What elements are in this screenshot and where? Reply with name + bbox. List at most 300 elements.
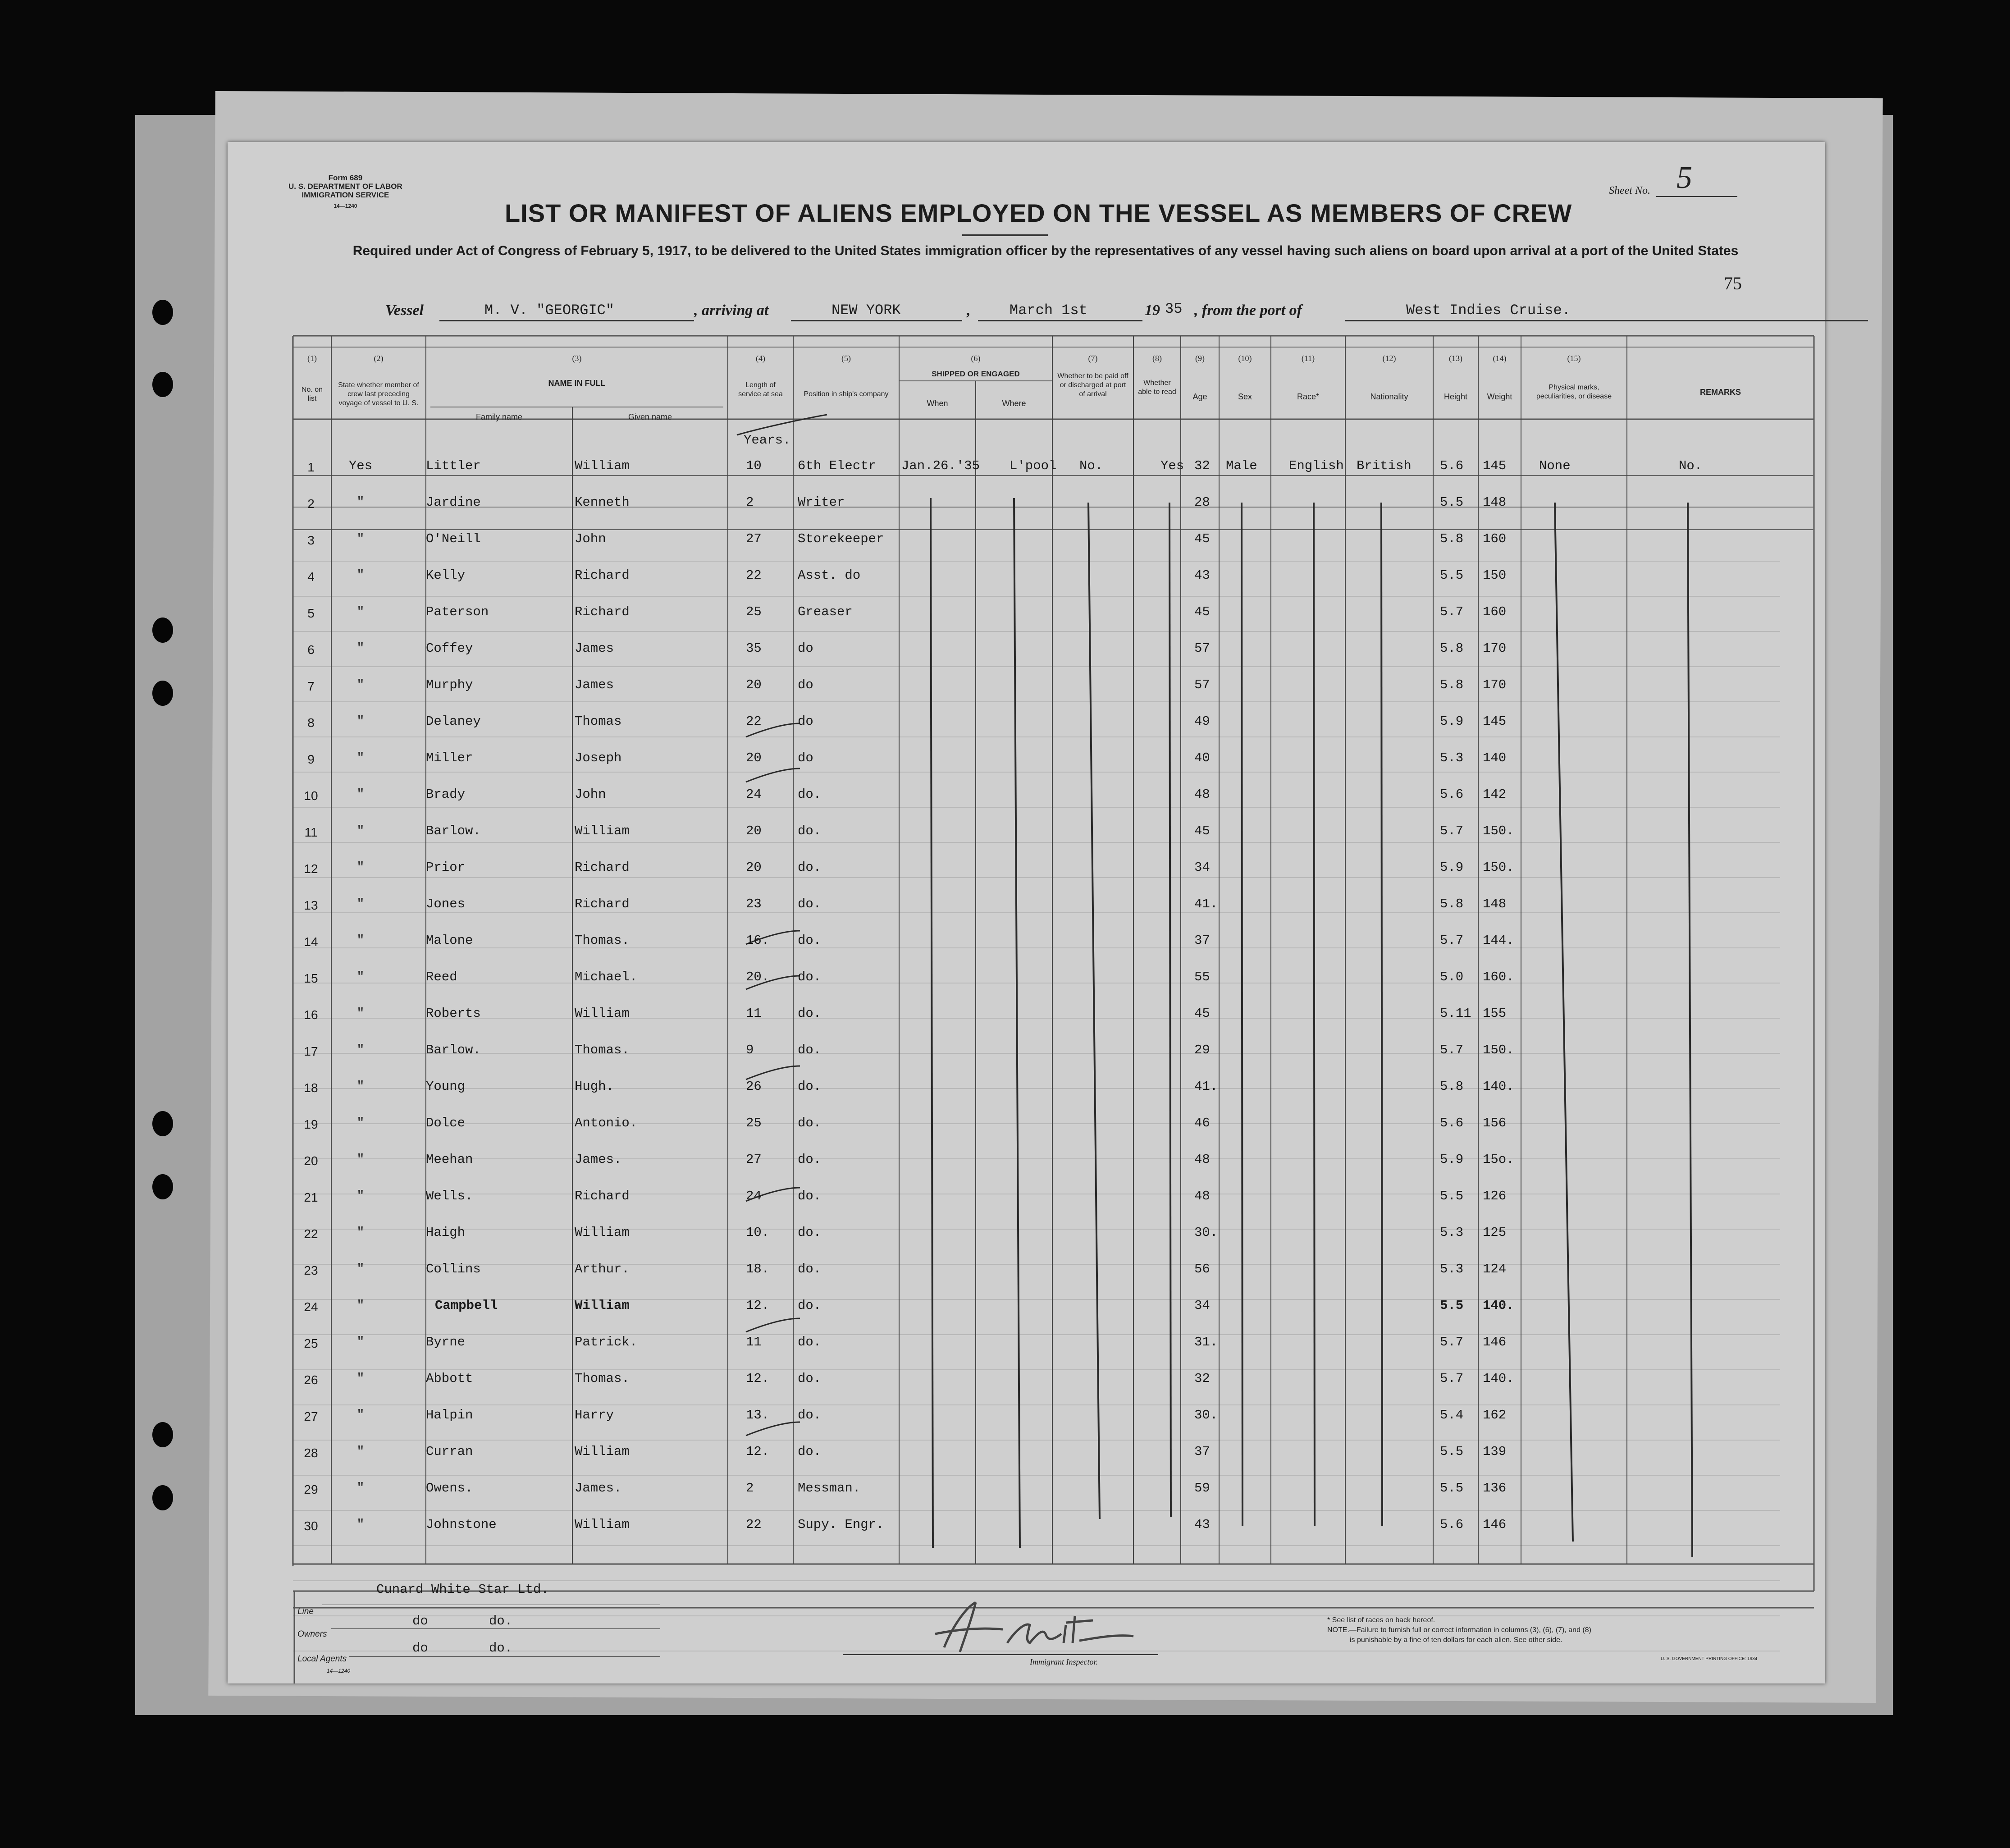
cell-sex: Male	[1226, 458, 1257, 473]
cell-prev: "	[356, 568, 365, 583]
cell-prev: "	[356, 1116, 365, 1130]
cell-family: Dolce	[426, 1116, 466, 1130]
cell-family: Johnstone	[426, 1517, 497, 1532]
col13-label: Height	[1444, 392, 1468, 401]
cell-position: Writer	[798, 495, 845, 510]
from-underline	[1345, 320, 1868, 321]
cell-height: 5.6	[1440, 1116, 1464, 1130]
col3-label: NAME IN FULL	[548, 379, 606, 388]
row-number: 20	[304, 1154, 318, 1168]
years-label: Years.	[744, 433, 791, 448]
cell-prev: "	[356, 787, 365, 802]
cell-family: Miller	[426, 750, 473, 765]
cell-service: 35	[746, 641, 762, 656]
cell-given: Richard	[575, 604, 630, 619]
signature-text: H Smith	[998, 1656, 1000, 1657]
row-number: 11	[304, 825, 318, 839]
cell-height: 5.9	[1440, 860, 1464, 875]
cell-position: do.	[798, 1043, 822, 1057]
cell-age: 40	[1194, 750, 1210, 765]
cell-position: Asst. do	[798, 568, 861, 583]
cell-position: 6th Electr	[798, 458, 877, 473]
cell-prev: "	[356, 1371, 365, 1386]
cell-prev: "	[356, 1152, 365, 1167]
fine-note-cont: is punishable by a fine of ten dollars for each alien. See other side.	[1350, 1636, 1562, 1644]
cell-height: 5.7	[1440, 933, 1464, 948]
cell-family: Littler	[426, 458, 481, 473]
cell-position: do.	[798, 860, 822, 875]
cell-given: John	[575, 787, 606, 802]
cell-family: Delaney	[426, 714, 481, 729]
cell-height: 5.0	[1440, 970, 1464, 984]
cell-age: 37	[1194, 933, 1210, 948]
cell-height: 5.5	[1440, 568, 1464, 583]
row-number: 17	[304, 1044, 318, 1058]
cell-prev: "	[356, 677, 365, 692]
cell-family: Curran	[426, 1444, 473, 1459]
cell-age: 55	[1194, 970, 1210, 984]
binder-hole	[152, 1422, 173, 1447]
cell-age: 37	[1194, 1444, 1210, 1459]
cell-service: 12.	[746, 1298, 770, 1313]
arriving-label: , arriving at	[694, 302, 769, 319]
cell-position: do.	[798, 1189, 822, 1203]
sheet-number-label: Sheet No.	[1609, 185, 1650, 197]
cell-age: 59	[1194, 1481, 1210, 1496]
cell-given: Richard	[575, 1189, 630, 1203]
cell-service: 2	[746, 1481, 754, 1496]
cell-family: Jones	[426, 897, 466, 911]
document-title: LIST OR MANIFEST OF ALIENS EMPLOYED ON THE VESSEL AS MEMBERS OF CREW	[505, 199, 1572, 227]
cell-height: 5.3	[1440, 1262, 1464, 1276]
service-name: IMMIGRATION SERVICE	[302, 191, 389, 199]
row-number: 15	[304, 971, 318, 985]
cell-service: 22	[746, 714, 762, 729]
cell-prev: "	[356, 897, 365, 911]
title-rule	[962, 234, 1048, 236]
cell-family: Abbott	[426, 1371, 473, 1386]
cell-height: 5.6	[1440, 1517, 1464, 1532]
cell-weight: 160	[1483, 604, 1507, 619]
col5-label: Position in ship's company	[804, 390, 889, 398]
cell-given: Arthur.	[575, 1262, 630, 1276]
cell-service: 16.	[746, 933, 770, 948]
cell-age: 45	[1194, 823, 1210, 838]
cell-position: Greaser	[798, 604, 853, 619]
cell-position: do.	[798, 897, 822, 911]
row-number: 1	[307, 460, 315, 474]
cell-prev: "	[356, 860, 365, 875]
cell-prev: "	[356, 1408, 365, 1423]
cell-prev: "	[356, 1006, 365, 1021]
cell-family: Reed	[426, 970, 457, 984]
cell-weight: 150.	[1483, 860, 1514, 875]
col4-number: (4)	[756, 354, 765, 363]
cell-position: do.	[798, 787, 822, 802]
col2-label: State whether member of crew last preceding voyage of vessel to U. S.	[338, 381, 419, 407]
owners-value-2: do.	[489, 1614, 513, 1628]
col4-label: Length of service at sea	[738, 381, 783, 398]
cell-height: 5.3	[1440, 1225, 1464, 1240]
cell-height: 5.7	[1440, 604, 1464, 619]
row-number: 8	[307, 716, 315, 730]
row-number: 6	[307, 643, 315, 657]
cell-weight: 146	[1483, 1517, 1507, 1532]
line-label: Line	[297, 1607, 314, 1616]
fine-note: NOTE.—Failure to furnish full or correct information in columns (3), (6), (7), and (8)	[1327, 1626, 1591, 1634]
cell-age: 41.	[1194, 1079, 1218, 1094]
cell-height: 5.8	[1440, 897, 1464, 911]
row-number: 12	[304, 862, 318, 876]
inspector-label: Immigrant Inspector.	[1030, 1657, 1098, 1666]
col7-label: Whether to be paid off or discharged at port of arrival	[1057, 372, 1128, 398]
cell-service: 13.	[746, 1408, 770, 1423]
binder-hole	[152, 681, 173, 706]
cell-service: 24	[746, 1189, 762, 1203]
cell-height: 5.7	[1440, 1335, 1464, 1349]
cell-age: 45	[1194, 531, 1210, 546]
cell-height: 5.9	[1440, 714, 1464, 729]
cell-prev: "	[356, 714, 365, 729]
cell-given: Patrick.	[575, 1335, 638, 1349]
col6-where-label: Where	[1002, 399, 1026, 408]
cell-position: do	[798, 677, 813, 692]
cell-height: 5.8	[1440, 1079, 1464, 1094]
cell-family: Byrne	[426, 1335, 466, 1349]
cell-position: Messman.	[798, 1481, 861, 1496]
col14-number: (14)	[1493, 354, 1507, 363]
col2-number: (2)	[374, 354, 384, 363]
cell-family: Barlow.	[426, 823, 481, 838]
from-port: West Indies Cruise.	[1406, 302, 1571, 319]
col1-number: (1)	[307, 354, 317, 363]
row-number: 28	[304, 1446, 318, 1460]
cell-service: 11	[746, 1335, 762, 1349]
cell-weight: 160.	[1483, 970, 1514, 984]
cell-height: 5.6	[1440, 458, 1464, 473]
owners-label: Owners	[297, 1629, 327, 1639]
cell-age: 34	[1194, 860, 1210, 875]
cell-service: 25	[746, 1116, 762, 1130]
cell-service: 23	[746, 897, 762, 911]
cell-given: Thomas	[575, 714, 622, 729]
cell-position: do.	[798, 823, 822, 838]
cell-weight: 145	[1483, 714, 1507, 729]
cell-paid: No.	[1079, 458, 1103, 473]
cell-height: 5.3	[1440, 750, 1464, 765]
date-separator: ,	[967, 302, 971, 319]
cell-position: do.	[798, 1225, 822, 1240]
binder-hole	[152, 1111, 173, 1136]
col3-family-label: Family name	[475, 412, 523, 421]
cell-nationality: British	[1357, 458, 1412, 473]
cell-position: Supy. Engr.	[798, 1517, 884, 1532]
row-number: 30	[304, 1519, 318, 1533]
row-number: 19	[304, 1117, 318, 1131]
cell-weight: 156	[1483, 1116, 1507, 1130]
col14-label: Weight	[1487, 392, 1512, 401]
cell-weight: 142	[1483, 787, 1507, 802]
cell-height: 5.8	[1440, 677, 1464, 692]
cell-family: Young	[426, 1079, 466, 1094]
cell-prev: "	[356, 933, 365, 948]
cell-prev: "	[356, 604, 365, 619]
col8-label: Whether able to read	[1138, 379, 1176, 396]
cell-position: do	[798, 750, 813, 765]
cell-service: 9	[746, 1043, 754, 1057]
agents-label: Local Agents	[297, 1654, 347, 1664]
cell-family: Coffey	[426, 641, 473, 656]
owners-underline	[331, 1628, 660, 1629]
cell-given: Richard	[575, 860, 630, 875]
cell-age: 30.	[1194, 1225, 1218, 1240]
col3-given-label: Given name	[628, 412, 672, 421]
cell-family: Meehan	[426, 1152, 473, 1167]
cell-position: do.	[798, 1298, 822, 1313]
cell-height: 5.11	[1440, 1006, 1471, 1021]
cell-age: 57	[1194, 677, 1210, 692]
col12-number: (12)	[1382, 354, 1396, 363]
cell-prev: "	[356, 1298, 365, 1313]
cell-given: James.	[575, 1152, 622, 1167]
cell-age: 56	[1194, 1262, 1210, 1276]
form-print-code: 14—1240	[333, 203, 357, 209]
cell-weight: 126	[1483, 1189, 1507, 1203]
row-number: 4	[307, 570, 315, 584]
row-number: 7	[307, 679, 315, 693]
row-number: 22	[304, 1227, 318, 1241]
form-number: Form 689	[328, 174, 363, 182]
row-number: 29	[304, 1482, 318, 1496]
binder-hole	[152, 372, 173, 397]
cell-marks: None	[1539, 458, 1571, 473]
page-number: 75	[1724, 273, 1742, 293]
cell-prev: "	[356, 531, 365, 546]
cell-given: Kenneth	[575, 495, 630, 510]
form-agency-block	[288, 174, 402, 210]
cell-weight: 150.	[1483, 1043, 1514, 1057]
cell-position: do.	[798, 933, 822, 948]
cell-age: 31.	[1194, 1335, 1218, 1349]
row-number: 21	[304, 1190, 318, 1204]
row-number: 25	[304, 1336, 318, 1350]
col6-label: SHIPPED OR ENGAGED	[932, 370, 1020, 378]
cell-given: Hugh.	[575, 1079, 614, 1094]
cell-service: 27	[746, 1152, 762, 1167]
cell-given: Harry	[575, 1408, 614, 1423]
cell-service: 20	[746, 823, 762, 838]
cell-prev: "	[356, 1517, 365, 1532]
cell-position: do.	[798, 1408, 822, 1423]
cell-family: Haigh	[426, 1225, 466, 1240]
cell-family: Collins	[426, 1262, 481, 1276]
cell-height: 5.6	[1440, 787, 1464, 802]
col9-label: Age	[1192, 392, 1207, 401]
cell-family: Wells.	[426, 1189, 473, 1203]
cell-weight: 160	[1483, 531, 1507, 546]
arrival-date: March 1st	[1010, 302, 1087, 319]
cell-prev: "	[356, 1043, 365, 1057]
cell-family: Halpin	[426, 1408, 473, 1423]
year-suffix: 35	[1165, 301, 1183, 317]
col10-label: Sex	[1238, 392, 1252, 401]
manifest-sheet	[228, 142, 1825, 1683]
col12-label: Nationality	[1370, 392, 1408, 401]
cell-prev: "	[356, 1444, 365, 1459]
cell-service: 22	[746, 1517, 762, 1532]
cell-position: do.	[798, 1444, 822, 1459]
cell-family: Owens.	[426, 1481, 473, 1496]
cell-height: 5.7	[1440, 823, 1464, 838]
cell-given: William	[575, 458, 630, 473]
cell-weight: 148	[1483, 495, 1507, 510]
cell-age: 41.	[1194, 897, 1218, 911]
cell-age: 28	[1194, 495, 1210, 510]
cell-given: John	[575, 531, 606, 546]
inspector-underline	[843, 1654, 1158, 1655]
cell-weight: 140.	[1483, 1079, 1514, 1094]
cell-weight: 148	[1483, 897, 1507, 911]
col8-number: (8)	[1152, 354, 1162, 363]
row-number: 24	[304, 1300, 318, 1314]
cell-prev: "	[356, 970, 365, 984]
cell-given: William	[575, 1517, 630, 1532]
cell-service: 20.	[746, 970, 770, 984]
cell-read: Yes	[1160, 458, 1184, 473]
vessel-underline	[439, 320, 694, 321]
cell-position: do.	[798, 1335, 822, 1349]
cell-position: do.	[798, 1371, 822, 1386]
col7-number: (7)	[1088, 354, 1098, 363]
cell-position: do	[798, 714, 813, 729]
cell-weight: 145	[1483, 458, 1507, 473]
agents-underline	[349, 1656, 660, 1657]
binder-hole	[152, 1485, 173, 1510]
cell-height: 5.8	[1440, 531, 1464, 546]
remarks-label: REMARKS	[1699, 388, 1741, 397]
cell-given: William	[575, 1444, 630, 1459]
document-subtitle: Required under Act of Congress of February 5, 1917, to be delivered to the United States immigration officer by the representatives of any vessel having such aliens on board upon arrival at a port of the United States	[352, 243, 1739, 258]
inspector-signature	[917, 1598, 1160, 1661]
vessel-name: M. V. "GEORGIC"	[484, 302, 615, 319]
cell-family: Prior	[426, 860, 466, 875]
cell-given: Thomas.	[575, 933, 630, 948]
cell-given: Antonio.	[575, 1116, 638, 1130]
row-number: 26	[304, 1373, 318, 1387]
cell-age: 34	[1194, 1298, 1210, 1313]
cell-service: 10.	[746, 1225, 770, 1240]
agents-value-1: do	[412, 1641, 428, 1656]
cell-age: 46	[1194, 1116, 1210, 1130]
cell-when: Jan.26.'35	[901, 458, 980, 473]
sheet-number-underline	[1656, 196, 1737, 197]
cell-given: Thomas.	[575, 1371, 630, 1386]
cell-family: Paterson	[426, 604, 489, 619]
year-prefix: 19	[1145, 302, 1160, 319]
cell-prev: "	[356, 1262, 365, 1276]
row-number: 10	[304, 789, 318, 803]
cell-position: do.	[798, 970, 822, 984]
cell-service: 20	[746, 860, 762, 875]
cell-service: 20	[746, 750, 762, 765]
cell-prev: "	[356, 641, 365, 656]
cell-family: Murphy	[426, 677, 473, 692]
cell-given: William	[575, 1006, 630, 1021]
cell-height: 5.5	[1440, 1298, 1464, 1313]
col13-number: (13)	[1449, 354, 1462, 363]
cell-age: 57	[1194, 641, 1210, 656]
cell-service: 20	[746, 677, 762, 692]
cell-service: 10	[746, 458, 762, 473]
cell-service: 24	[746, 787, 762, 802]
cell-weight: 124	[1483, 1262, 1507, 1276]
date-underline	[978, 320, 1142, 321]
cell-given: William	[575, 823, 630, 838]
cell-service: 18.	[746, 1262, 770, 1276]
cell-age: 32	[1194, 1371, 1210, 1386]
cell-height: 5.5	[1440, 495, 1464, 510]
cell-service: 11	[746, 1006, 762, 1021]
agents-print-code: 14—1240	[327, 1668, 351, 1674]
cell-weight: 146	[1483, 1335, 1507, 1349]
col6-when-label: When	[927, 399, 948, 408]
cell-weight: 144.	[1483, 933, 1514, 948]
cell-height: 5.7	[1440, 1043, 1464, 1057]
row-number: 16	[304, 1008, 318, 1022]
owners-value-1: do	[412, 1614, 428, 1628]
cell-given: James	[575, 677, 614, 692]
cell-family: Kelly	[426, 568, 466, 583]
cell-age: 32	[1194, 458, 1210, 473]
cell-weight: 170	[1483, 677, 1507, 692]
cell-age: 30.	[1194, 1408, 1218, 1423]
cell-prev: "	[356, 1481, 365, 1496]
row-number: 5	[307, 606, 315, 620]
col9-number: (9)	[1195, 354, 1205, 363]
col6-number: (6)	[971, 354, 981, 363]
cell-given: Richard	[575, 568, 630, 583]
cell-height: 5.5	[1440, 1444, 1464, 1459]
cell-position: do	[798, 641, 813, 656]
cell-given: Thomas.	[575, 1043, 630, 1057]
row-number: 14	[304, 935, 318, 949]
binder-hole	[152, 300, 173, 325]
col1-label: No. on list	[301, 386, 323, 403]
cell-position: Storekeeper	[798, 531, 884, 546]
line-value: Cunard White Star Ltd.	[376, 1582, 549, 1597]
row-number: 9	[307, 752, 315, 766]
printer-imprint: U. S. GOVERNMENT PRINTING OFFICE: 1934	[1661, 1656, 1758, 1661]
cell-height: 5.4	[1440, 1408, 1464, 1423]
cell-age: 45	[1194, 604, 1210, 619]
cell-race: English	[1289, 458, 1344, 473]
cell-remarks: No.	[1679, 458, 1703, 473]
cell-weight: 155	[1483, 1006, 1507, 1021]
cell-age: 49	[1194, 714, 1210, 729]
cell-family: Roberts	[426, 1006, 481, 1021]
cell-weight: 125	[1483, 1225, 1507, 1240]
col3-number: (3)	[572, 354, 582, 363]
cell-prev: "	[356, 1335, 365, 1349]
cell-prev: "	[356, 1189, 365, 1203]
cell-given: James	[575, 641, 614, 656]
cell-service: 25	[746, 604, 762, 619]
cell-family: Malone	[426, 933, 473, 948]
cell-age: 48	[1194, 787, 1210, 802]
binder-hole	[152, 1174, 173, 1199]
cell-weight: 140.	[1483, 1371, 1514, 1386]
row-number: 23	[304, 1263, 318, 1277]
